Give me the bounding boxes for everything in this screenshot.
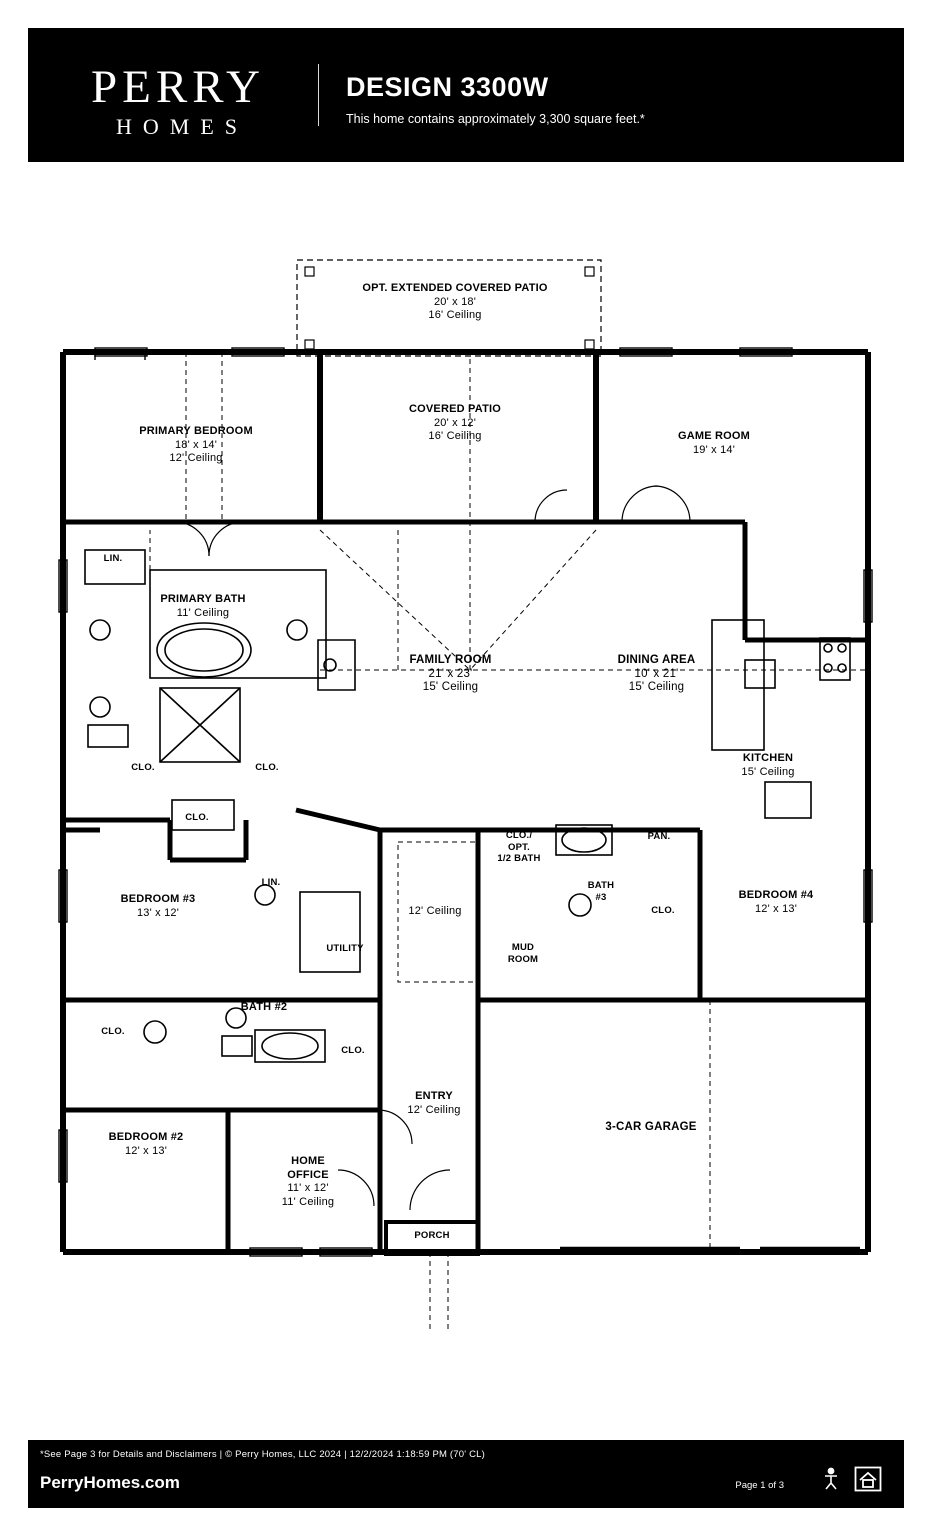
room-label-covered-patio: COVERED PATIO 20' x 12' 16' Ceiling: [408, 403, 502, 442]
room-label-bath-2: BATH #2: [240, 1001, 288, 1013]
footer-page-number: Page 1 of 3: [735, 1480, 784, 1491]
room-label-bath-3: BATH #3: [587, 880, 615, 903]
room-label-closet-primary-center: CLO.: [185, 812, 209, 823]
room-label-bedroom-3: BEDROOM #3 13' x 12': [120, 893, 196, 919]
footer-website-link[interactable]: PerryHomes.com: [40, 1473, 180, 1492]
header-divider: [318, 64, 319, 126]
room-label-utility: UTILITY: [326, 943, 364, 954]
room-label-entry: ENTRY 12' Ceiling: [407, 1090, 461, 1116]
room-label-kitchen: KITCHEN 15' Ceiling: [741, 752, 795, 778]
room-label-primary-bedroom: PRIMARY BEDROOM 18' x 14' 12' Ceiling: [139, 425, 253, 464]
room-label-dining-area: DINING AREA 10' x 21' 15' Ceiling: [617, 654, 696, 693]
room-label-porch: PORCH: [414, 1230, 450, 1241]
room-label-game-room: GAME ROOM 19' x 14': [677, 430, 751, 456]
room-label-closet-primary-left: CLO.: [131, 762, 155, 773]
page-header: [28, 28, 904, 162]
room-label-pantry: PAN.: [647, 831, 671, 842]
room-label-mud-room: MUD ROOM: [507, 942, 539, 965]
brand-logo: [58, 62, 298, 142]
page-footer: [28, 1440, 904, 1508]
room-label-linen-primary: LIN.: [103, 553, 123, 564]
brand-name-secondary: HOMES: [115, 114, 248, 139]
footer-disclaimer: *See Page 3 for Details and Disclaimers | © Perry Homes, LLC 2024 | 12/2/2024 1:18:59 PM (70' CL): [40, 1449, 486, 1460]
room-label-closet-primary-right: CLO.: [255, 762, 279, 773]
equal-housing-icon: [854, 1466, 882, 1497]
room-label-opt-extended-covered-patio: OPT. EXTENDED COVERED PATIO 20' x 18' 16' Ceiling: [362, 282, 548, 321]
floor-plan-drawing: [0, 170, 932, 1430]
page-subtitle: This home contains approximately 3,300 square feet.*: [346, 112, 645, 126]
accessibility-icon: [818, 1466, 844, 1497]
room-label-garage: 3-CAR GARAGE: [605, 1121, 697, 1133]
room-label-primary-bath: PRIMARY BATH 11' Ceiling: [160, 593, 246, 619]
room-label-closet-bedroom-2: CLO.: [101, 1026, 125, 1037]
room-label-closet-hall: CLO.: [341, 1045, 365, 1056]
footer-icons: [818, 1466, 882, 1497]
header-title-block: [346, 72, 645, 126]
room-label-closet-bedroom-4: CLO.: [651, 905, 675, 916]
room-label-bedroom-2: BEDROOM #2 12' x 13': [108, 1131, 184, 1157]
room-label-linen-hall: LIN.: [261, 877, 281, 888]
room-label-bedroom-4: BEDROOM #4 12' x 13': [738, 889, 814, 915]
brand-name-primary: PERRY: [91, 61, 265, 113]
room-label-home-office: HOME OFFICE 11' x 12' 11' Ceiling: [281, 1155, 335, 1208]
page-title: DESIGN 3300W: [346, 72, 549, 102]
room-label-closet-opt-half-bath: CLO./ OPT. 1/2 BATH: [497, 830, 541, 864]
room-label-hall-ceiling: 12' Ceiling: [408, 905, 462, 917]
room-label-family-room: FAMILY ROOM 21' x 23' 15' Ceiling: [409, 654, 492, 693]
